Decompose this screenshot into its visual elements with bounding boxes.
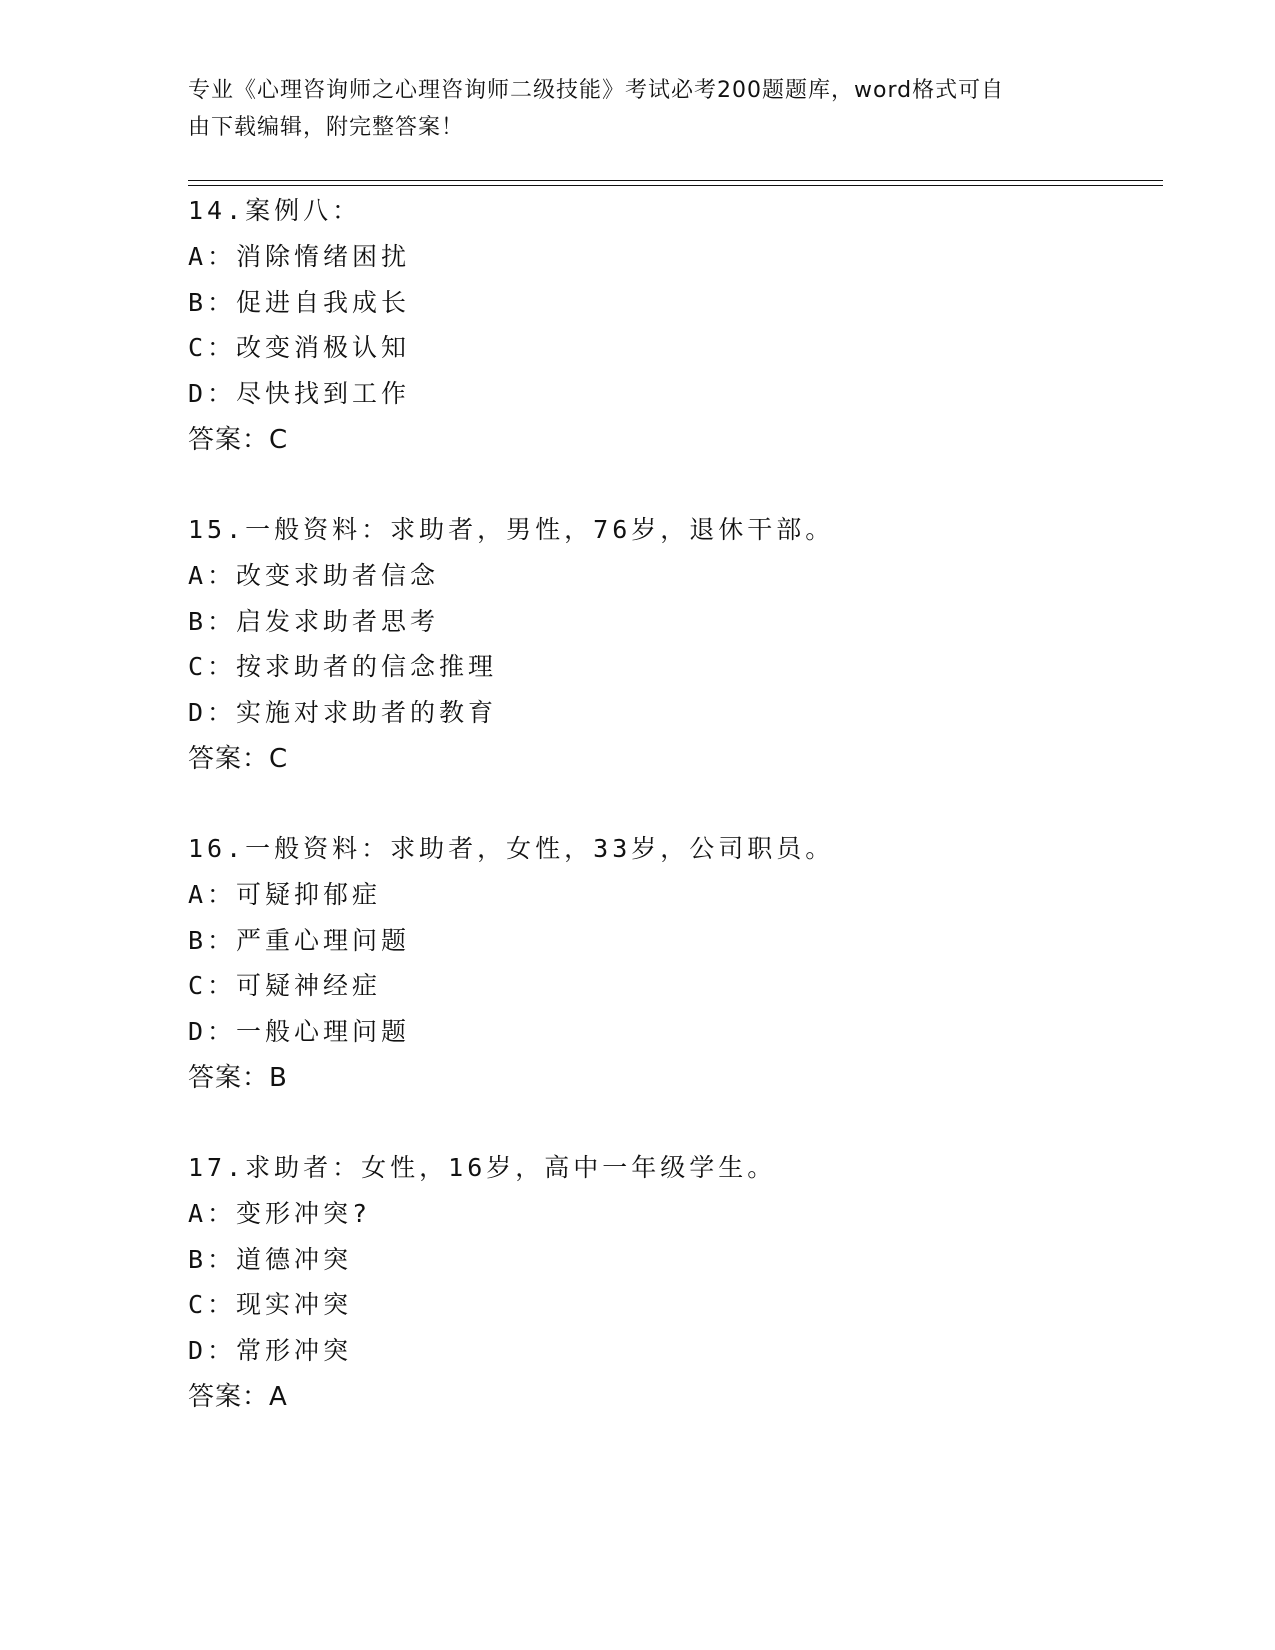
header-line-2: 由下载编辑，附完整答案！ bbox=[188, 115, 465, 140]
question-14 bbox=[188, 188, 1148, 463]
header-rule-bottom bbox=[188, 185, 1163, 186]
question-list bbox=[188, 188, 1148, 1464]
answer-line: 答案：C bbox=[188, 743, 289, 774]
question-title: 15.一般资料：求助者，男性，76岁，退休干部。 bbox=[188, 514, 835, 544]
option-c: C：按求助者的信念推理 bbox=[188, 652, 498, 682]
question-16 bbox=[188, 826, 1148, 1101]
option-c: C：现实冲突 bbox=[188, 1290, 353, 1320]
option-a: A：改变求助者信念 bbox=[188, 560, 440, 590]
option-a: A：可疑抑郁症 bbox=[188, 879, 382, 909]
question-title: 14.案例八： bbox=[188, 196, 362, 225]
answer-line: 答案：A bbox=[188, 1381, 288, 1412]
option-a: A：变形冲突? bbox=[188, 1198, 372, 1228]
question-15 bbox=[188, 507, 1148, 782]
option-d: D：实施对求助者的教育 bbox=[188, 698, 498, 728]
option-b: B：启发求助者思考 bbox=[188, 606, 440, 636]
question-title: 17.求助者：女性，16岁，高中一年级学生。 bbox=[188, 1152, 777, 1182]
option-a: A：消除惰绪困扰 bbox=[188, 241, 411, 271]
option-b: B：促进自我成长 bbox=[188, 287, 411, 317]
option-c: C：改变消极认知 bbox=[188, 333, 411, 363]
option-d: D：一般心理问题 bbox=[188, 1017, 411, 1047]
question-title: 16.一般资料：求助者，女性，33岁，公司职员。 bbox=[188, 833, 835, 863]
option-d: D：常形冲突 bbox=[188, 1336, 353, 1366]
option-b: B：道德冲突 bbox=[188, 1244, 353, 1274]
document-header bbox=[188, 72, 1078, 146]
answer-line: 答案：B bbox=[188, 1062, 288, 1093]
question-17 bbox=[188, 1145, 1148, 1420]
option-d: D：尽快找到工作 bbox=[188, 379, 411, 409]
option-c: C：可疑神经症 bbox=[188, 971, 382, 1001]
header-rule-top bbox=[188, 180, 1163, 181]
option-b: B：严重心理问题 bbox=[188, 925, 411, 955]
answer-line: 答案：C bbox=[188, 424, 289, 455]
header-line-1: 专业《心理咨询师之心理咨询师二级技能》考试必考200题题库，word格式可自 bbox=[188, 78, 1005, 103]
